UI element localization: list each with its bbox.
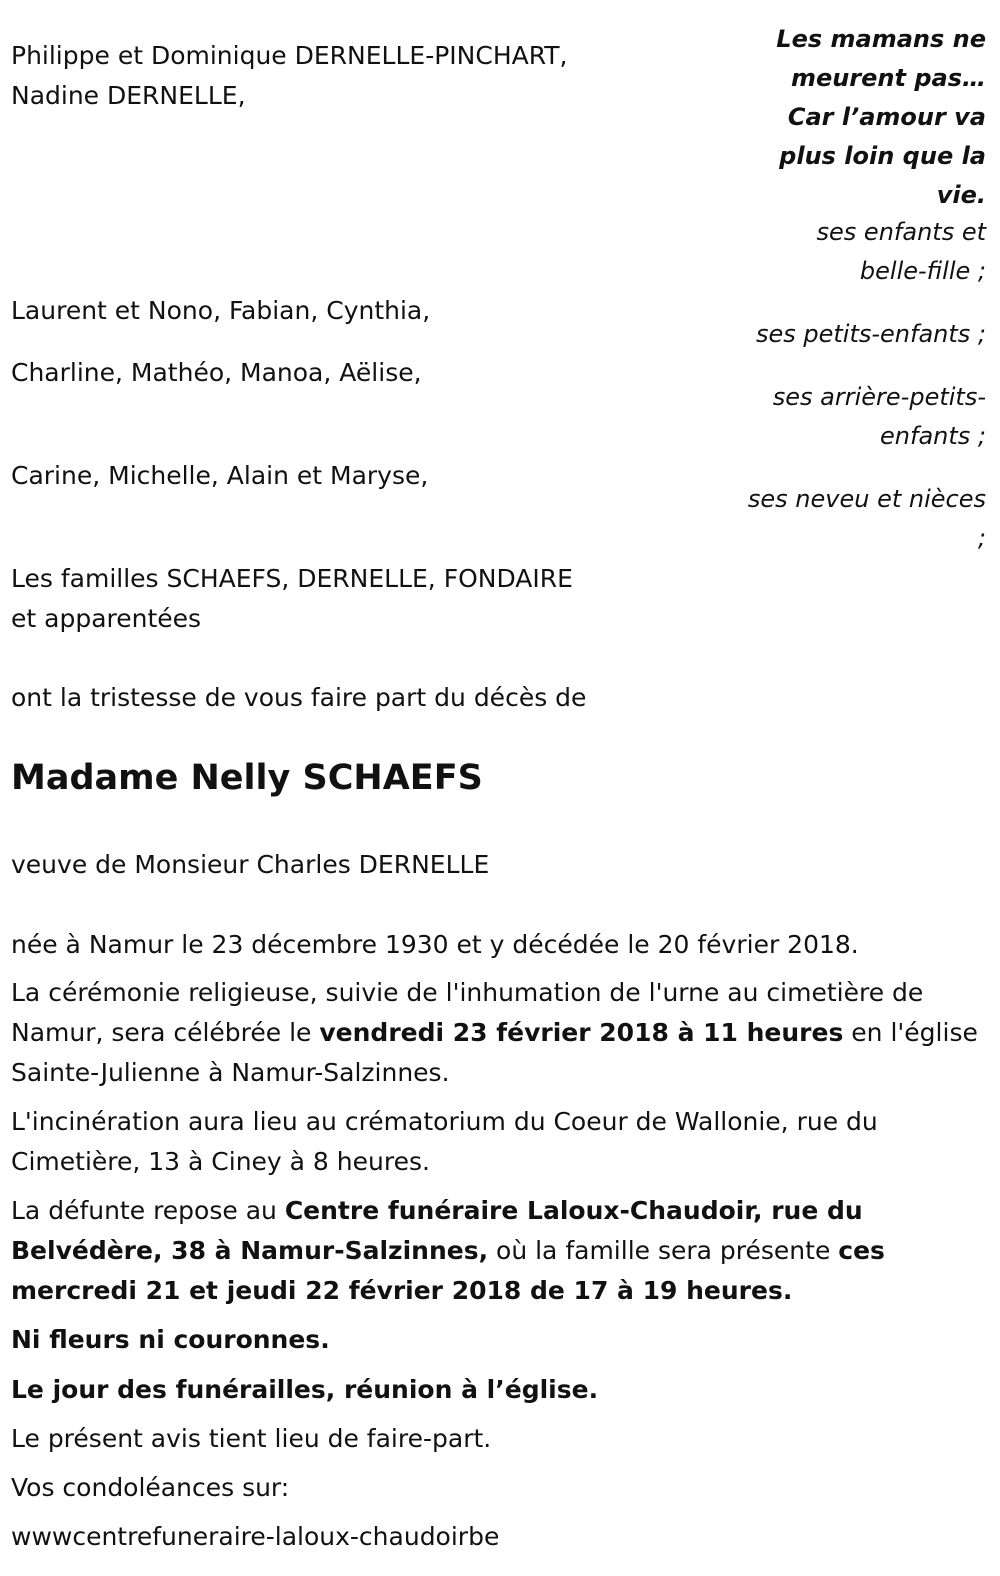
quote-line: plus loin que la	[779, 142, 986, 170]
quote-line: vie.	[936, 181, 986, 209]
quote-line: meurent pas…	[790, 64, 986, 92]
ceremony-date: vendredi 23 février 2018 à 11 heures	[319, 1018, 844, 1047]
ceremony-text: La cérémonie religieuse, suivie de l'inhumation de l'urne au cimetière de Namur, sera célébrée le	[11, 978, 924, 1047]
families-line-1: Les familles SCHAEFS, DERNELLE, FONDAIRE	[11, 564, 573, 593]
nephews-line: Carine, Michelle, Alain et Maryse,	[11, 461, 429, 490]
relation-nephews	[748, 480, 986, 558]
relation-children	[817, 213, 986, 291]
birth-death: née à Namur le 23 décembre 1930 et y décédée le 20 février 2018.	[11, 930, 859, 959]
no-flowers: Ni fleurs ni couronnes.	[11, 1325, 330, 1354]
quote-line: Car l’amour va	[787, 103, 986, 131]
relation-grandchildren: ses petits-enfants ;	[755, 320, 986, 348]
relation-text: ;	[977, 524, 986, 552]
announcement: ont la tristesse de vous faire part du décès de	[11, 683, 587, 712]
repose-text: où la famille sera présente	[488, 1236, 839, 1265]
relation-great-grandchildren	[773, 378, 986, 456]
grandchildren-line-a: Laurent et Nono, Fabian, Cynthia,	[11, 296, 431, 325]
faire-part-notice: Le présent avis tient lieu de faire-part.	[11, 1424, 492, 1453]
families-line-2: et apparentées	[11, 604, 202, 633]
ceremony-text: en l'église Sainte-Julienne à Namur-Salzinnes.	[11, 1018, 978, 1087]
family-line-2: Nadine DERNELLE,	[11, 81, 246, 110]
condolences-website[interactable]: wwwcentrefuneraire-laloux-chaudoirbe	[11, 1522, 500, 1551]
gathering-notice: Le jour des funérailles, réunion à l’église.	[11, 1375, 599, 1404]
widow-of: veuve de Monsieur Charles DERNELLE	[11, 850, 490, 879]
relation-text: belle-fille ;	[859, 257, 986, 285]
relation-text: enfants ;	[880, 422, 986, 450]
grandchildren-line-b: Charline, Mathéo, Manoa, Aëlise,	[11, 358, 422, 387]
cremation-paragraph: L'incinération aura lieu au crématorium du Coeur de Wallonie, rue du Cimetière, 13 à Ciney à 8 heures.	[11, 1107, 878, 1176]
relation-text: ses arrière-petits-	[772, 383, 986, 411]
memorial-quote	[756, 20, 986, 215]
relation-text: ses enfants et	[816, 218, 986, 246]
ceremony-paragraph	[11, 973, 986, 1093]
quote-line: Les mamans ne	[776, 25, 986, 53]
condolences-label: Vos condoléances sur:	[11, 1473, 290, 1502]
repose-paragraph	[11, 1191, 986, 1311]
deceased-name: Madame Nelly SCHAEFS	[11, 758, 483, 798]
relation-text: ses neveu et nièces	[747, 485, 986, 513]
repose-dates: ces mercredi 21 et jeudi 22 février 2018 de 17 à 19 heures.	[11, 1236, 885, 1305]
family-line-1: Philippe et Dominique DERNELLE-PINCHART,	[11, 41, 568, 70]
repose-place: Centre funéraire Laloux-Chaudoir, rue du Belvédère, 38 à Namur-Salzinnes,	[11, 1196, 863, 1265]
repose-text: La défunte repose au	[11, 1196, 285, 1225]
